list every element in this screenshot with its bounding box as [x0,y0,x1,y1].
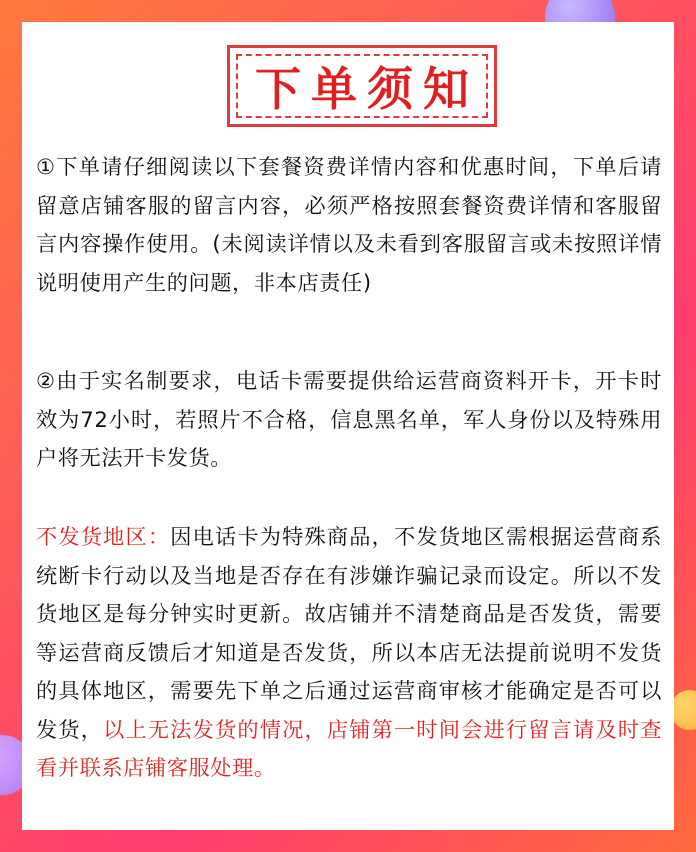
title-frame-dashed [236,54,488,118]
notice-card [22,22,674,830]
page-title: 下单须知 [255,62,479,116]
notice-paragraph-2: ②由于实名制要求，电话卡需要提供给运营商资料开卡，开卡时效为72小时，若照片不合格，信息黑名单，军人身份以及特殊用户将无法开卡发货。 [36,368,662,470]
notice-paragraph-1: ①下单请仔细阅读以下套餐资费详情内容和优惠时间，下单后请留意店铺客服的留言内容，必须严格按照套餐资费详情和客服留言内容操作使用。(未阅读详情以及未看到客服留言或未按照详情说明使用产生的问题，非本店责任) [36,154,662,295]
no-delivery-highlight: 以上无法发货的情况，店铺第一时间会进行留言请及时查看并联系店铺客服处理。 [36,716,662,780]
no-delivery-label: 不发货地区： [36,524,171,549]
no-delivery-body: 因电话卡为特殊商品，不发货地区需根据运营商系统断卡行动以及当地是否存在有涉嫌诈骗记录而设定。所以不发货地区是每分钟实时更新。故店铺并不清楚商品是否发货，需要等运营商反馈后才知道是否发货，所以本店无法提前说明不发货的具体地区，需要先下单之后通过运营商审核才能确定是否可以发货， [36,524,663,742]
title-frame [227,45,497,127]
notice-paragraph-3 [36,518,662,788]
